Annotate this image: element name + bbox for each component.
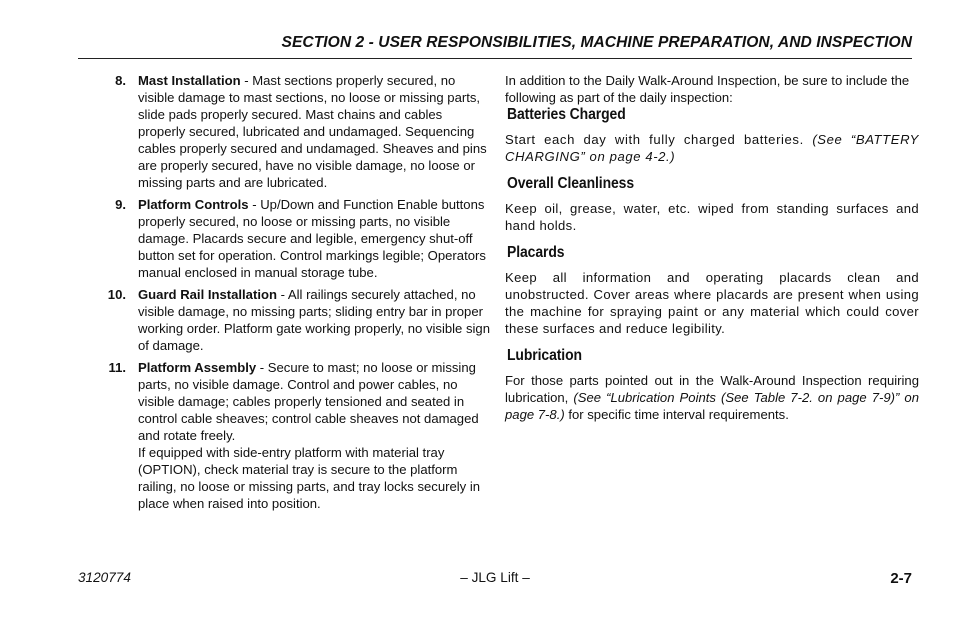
item-number: 9. [115,197,126,212]
footer-center-text: – JLG Lift – [460,570,530,585]
page-number: 2-7 [890,570,912,587]
heading-batteries-charged: Batteries Charged [507,106,626,123]
heading-overall-cleanliness: Overall Cleanliness [507,175,635,192]
list-item-guard-rail-installation [102,286,492,354]
page-header [78,34,912,59]
item-title: Platform Assembly [138,360,257,375]
placards-paragraph: Keep all information and operating placards clean and unobstructed. Cover areas where placards are present when using the machine for spraying paint or any material which could cover these surfaces and reduce legibility. [505,270,919,336]
list-item-mast-installation [102,72,492,191]
document-number: 3120774 [78,570,131,585]
lubrication-reference: (See “Lubrication Points (See Table 7-2. on page 7-9)” on page 7-8.) [505,390,919,422]
item-text: - Mast sections properly secured, no visible damage to mast sections, no loose or missing parts, slide pads properly secured. Mast chains and cables properly secured, lubricated and undamaged. Sequencing cables properly secured and undamaged. Sheaves and pins are properly secured, have no visible damage, no loose or missing parts and are lubricated. [138,73,487,190]
right-column [505,72,919,433]
heading-lubrication: Lubrication [507,347,582,364]
item-text: - All railings securely attached, no visible damage, no missing parts; sliding entry bar in proper working order. Platform gate working properly, no visible sign of damage. [138,287,490,353]
item-number: 11. [108,360,126,375]
batteries-paragraph [505,131,919,165]
section-title: SECTION 2 - USER RESPONSIBILITIES, MACHINE PREPARATION, AND INSPECTION [281,34,912,51]
lubrication-tail: for specific time interval requirements. [564,407,789,422]
item-text: - Up/Down and Function Enable buttons properly secured, no loose or missing parts, no visible damage. Placards secure and legible, emergency shut-off button set for operation. Control markings legible; Operators manual enclosed in manual storage tube. [138,197,486,280]
intro-paragraph: In addition to the Daily Walk-Around Inspection, be sure to include the following as part of the daily inspection: [505,73,910,105]
item-number: 10. [107,287,126,302]
item-title: Platform Controls [138,197,249,212]
list-item-platform-assembly [102,359,492,512]
page-footer [78,570,912,588]
item-number: 8. [115,73,126,88]
item-title: Mast Installation [138,73,241,88]
left-column [102,72,492,517]
batteries-reference: (See “BATTERY CHARGING” on page 4-2.) [505,132,919,164]
heading-placards: Placards [507,244,565,261]
lubrication-paragraph [505,372,919,423]
item-text: - Secure to mast; no loose or missing parts, no visible damage. Control and power cables, no visible damage; cables properly tensioned and seated in control cable sheaves; control cable sheaves not damaged and rotate freely. [138,360,479,443]
lubrication-text: For those parts pointed out in the Walk-Around Inspection requiring lubrication, [505,373,919,405]
item-extra-paragraph: If equipped with side-entry platform with material tray (OPTION), check material tray is secure to the platform railing, no loose or missing parts, and tray locks securely in place when raised into position. [138,445,481,511]
cleanliness-paragraph: Keep oil, grease, water, etc. wiped from standing surfaces and hand holds. [505,201,919,233]
batteries-text: Start each day with fully charged batteries. [505,132,813,147]
item-title: Guard Rail Installation [138,287,277,302]
list-item-platform-controls [102,196,492,281]
